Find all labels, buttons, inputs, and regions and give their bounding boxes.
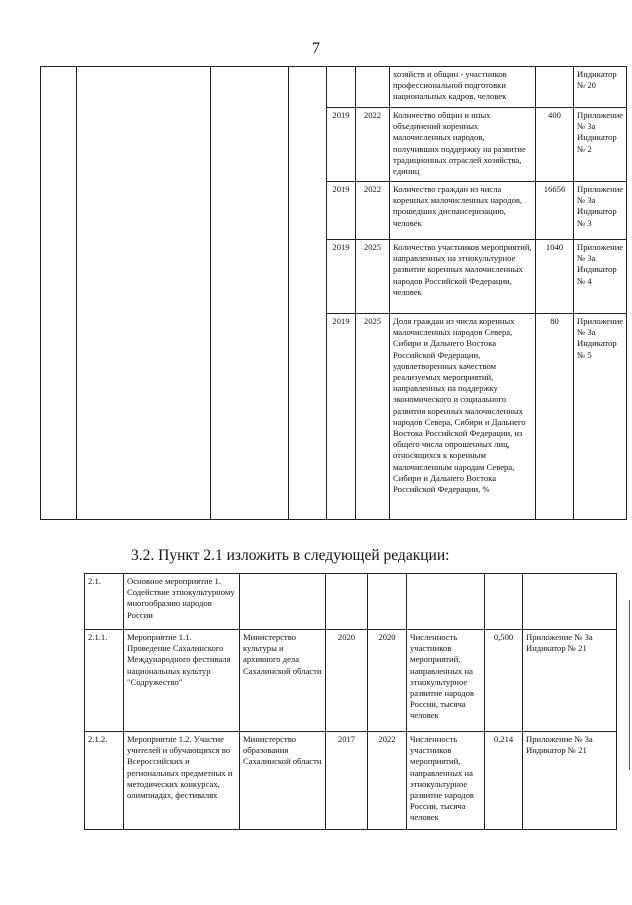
start-year-cell: 2019 <box>327 182 356 240</box>
item-number-cell: 2.1. <box>85 574 124 630</box>
indicator-name-cell: Численность участников мероприятий, направленных на этнокультурное развитие народов России, тысяча человек <box>407 630 485 732</box>
indicator-reference-cell: Приложение № 3а Индикатор № 21 <box>523 732 617 830</box>
start-year-cell: 2019 <box>327 314 356 520</box>
end-year-cell: 2022 <box>356 182 390 240</box>
indicator-name-cell: Количество граждан из числа коренных малочисленных народов, прошедших диспансеризацию, человек <box>390 182 536 240</box>
end-year-cell: 2025 <box>356 240 390 314</box>
table-cell-executor <box>211 67 289 520</box>
main-activity-table <box>84 573 617 830</box>
start-year-cell <box>326 574 368 630</box>
start-year-cell <box>327 67 356 108</box>
executor-cell <box>240 574 326 630</box>
end-year-cell: 2020 <box>368 630 407 732</box>
section-heading: 3.2. Пункт 2.1 изложить в следующей редакции: <box>131 547 450 564</box>
executor-cell: Министерство культуры и архивного дела Сахалинской области <box>240 630 326 732</box>
executor-cell: Министерство образования Сахалинской области <box>240 732 326 830</box>
start-year-cell: 2019 <box>327 240 356 314</box>
indicator-name-cell <box>407 574 485 630</box>
indicator-reference-cell: Индикатор № 20 <box>574 67 627 108</box>
indicator-reference-cell: Приложение № 3а Индикатор № 2 <box>574 108 627 182</box>
indicator-value-cell: 16656 <box>536 182 574 240</box>
end-year-cell <box>356 67 390 108</box>
indicator-value-cell <box>536 67 574 108</box>
indicator-value-cell <box>485 574 523 630</box>
event-name-cell: Основное мероприятие 1. Содействие этнокультурному многообразию народов России <box>124 574 240 630</box>
program-indicators-table <box>40 66 627 520</box>
indicator-name-cell: хозяйств и общин - участников профессиональной подготовки национальных кадров, человек <box>390 67 536 108</box>
start-year-cell: 2017 <box>326 732 368 830</box>
end-year-cell <box>368 574 407 630</box>
indicator-reference-cell <box>523 574 617 630</box>
indicator-reference-cell: Приложение № 3а Индикатор № 5 <box>574 314 627 520</box>
item-number-cell: 2.1.2. <box>85 732 124 830</box>
end-year-cell: 2025 <box>356 314 390 520</box>
start-year-cell: 2019 <box>327 108 356 182</box>
table-row <box>85 574 617 630</box>
start-year-cell: 2020 <box>326 630 368 732</box>
table-row <box>85 630 617 732</box>
indicator-reference-cell: Приложение № 3а Индикатор № 4 <box>574 240 627 314</box>
indicator-name-cell: Доля граждан из числа коренных малочисленных народов Севера, Сибири и Дальнего Востока Российской Федерации, удовлетворенных качеством реализуемых мероприятий, направленных на поддержку экономического и социального развития коренных малочисленных народов Севера, Сибири и Дальнего Востока Российской Федерации, из общего числа опрошенных лиц, относящихся к коренным малочисленным народам Севера, Сибири и Дальнего Востока Российской Федерации, % <box>390 314 536 520</box>
event-name-cell: Мероприятие 1.2. Участие учителей и обучающихся во Всероссийских и региональных предметных и методических конкурсах, олимпиадах, фестивалях <box>124 732 240 830</box>
indicator-name-cell: Количество участников мероприятий, направленных на этнокультурное развитие коренных малочисленных народов Российской Федерации, человек <box>390 240 536 314</box>
table-cell-blank <box>289 67 327 520</box>
indicator-reference-cell: Приложение № 3а Индикатор № 3 <box>574 182 627 240</box>
table-cell-number <box>41 67 77 520</box>
scan-edge-line <box>629 600 630 770</box>
indicator-value-cell: 400 <box>536 108 574 182</box>
indicator-name-cell: Количество общин и иных объединений коренных малочисленных народов, получивших поддержку на развитие традиционных отраслей хозяйства, единиц <box>390 108 536 182</box>
indicator-value-cell: 1040 <box>536 240 574 314</box>
indicator-value-cell: 80 <box>536 314 574 520</box>
item-number-cell: 2.1.1. <box>85 630 124 732</box>
table-row <box>41 67 627 108</box>
page-number: 7 <box>312 40 320 57</box>
end-year-cell: 2022 <box>356 108 390 182</box>
end-year-cell: 2022 <box>368 732 407 830</box>
table-cell-event <box>77 67 211 520</box>
indicator-name-cell: Численность участников мероприятий, направленных на этнокультурное развитие народов России, тысяча человек <box>407 732 485 830</box>
indicator-value-cell: 0,500 <box>485 630 523 732</box>
indicator-reference-cell: Приложение № 3а Индикатор № 21 <box>523 630 617 732</box>
indicator-value-cell: 0,214 <box>485 732 523 830</box>
table-row <box>85 732 617 830</box>
event-name-cell: Мероприятие 1.1. Проведение Сахалинского Международного фестиваля национальных культур "Содружество" <box>124 630 240 732</box>
